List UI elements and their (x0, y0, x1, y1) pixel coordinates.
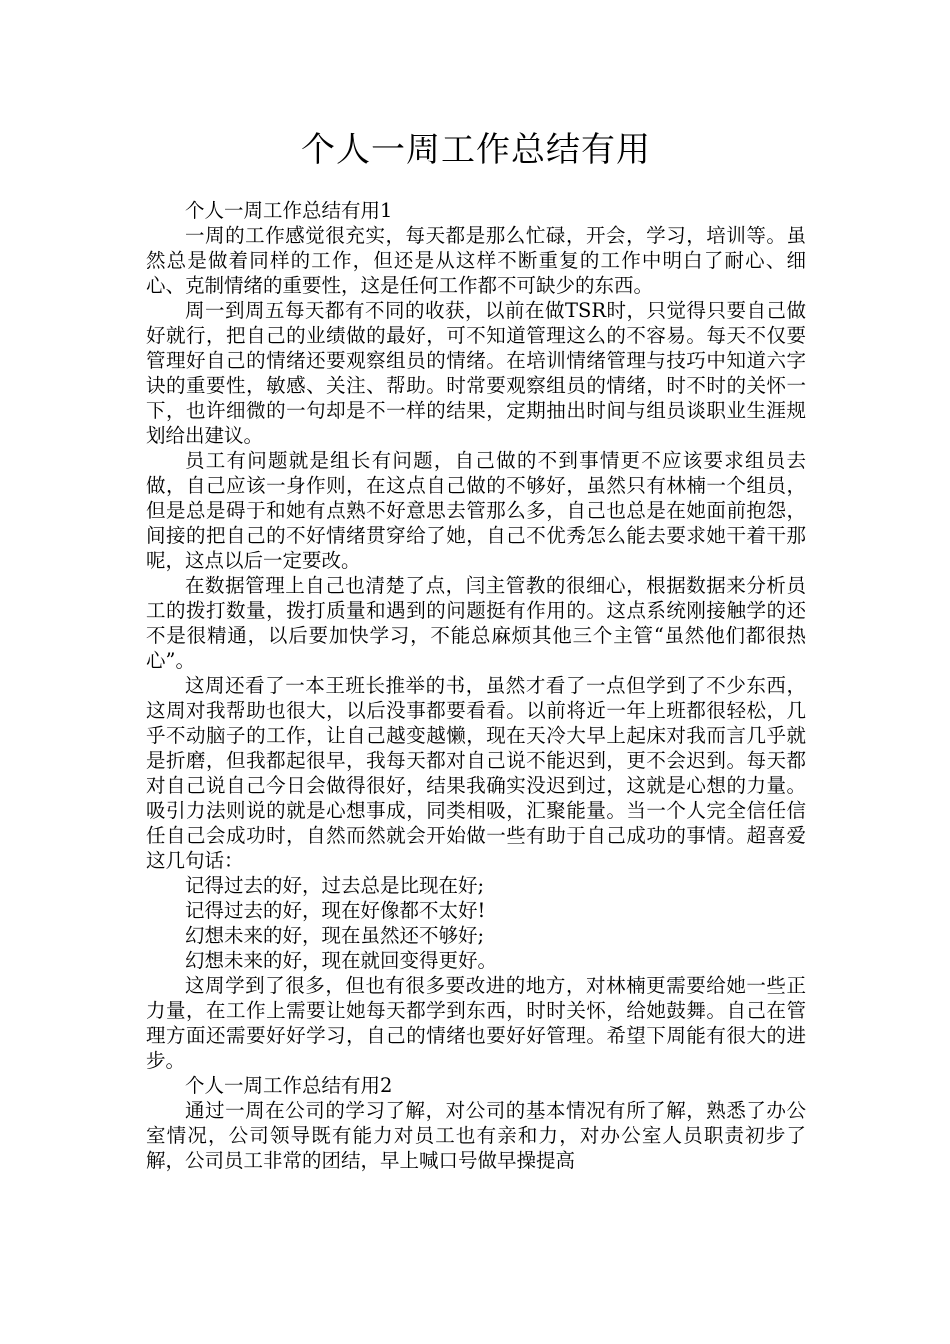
paragraph-7: 通过一周在公司的学习了解，对公司的基本情况有所了解，熟悉了办公室情况，公司领导既有能力对员工也有亲和力，对办公室人员职责初步了解，公司员工非常的团结，早上喊口号做早操提高 (146, 1099, 806, 1172)
paragraph-2: 周一到周五每天都有不同的收获，以前在做TSR时，只觉得只要自己做好就行，把自己的业绩做的最好，可不知道管理这么的不容易。每天不仅要管理好自己的情绪还要观察组员的情绪。在培训情绪管理与技巧中知道六字诀的重要性，敏感、关注、帮助。时常要观察组员的情绪，时不时的关怀一下，也许细微的一句却是不一样的结果，定期抽出时间与组员谈职业生涯规划给出建议。 (146, 299, 806, 447)
section-heading-1: 个人一周工作总结有用1 (185, 199, 393, 222)
section-heading-2: 个人一周工作总结有用2 (185, 1074, 393, 1097)
document-body (146, 198, 806, 1173)
paragraph-6: 这周学到了很多，但也有很多要改进的地方，对林楠更需要给她一些正力量，在工作上需要让她每天都学到东西，时时关怀，给她鼓舞。自己在管理方面还需要好好学习，自己的情绪也要好好管理。希望下周能有很大的进步。 (146, 974, 806, 1072)
verse-line-2: 记得过去的好，现在好像都不太好! (185, 899, 486, 922)
document-title: 个人一周工作总结有用 (301, 130, 651, 170)
verse-line-4: 幻想未来的好，现在就回变得更好。 (185, 949, 498, 972)
document-page (146, 128, 806, 1173)
paragraph-4: 在数据管理上自己也清楚了点，闫主管教的很细心，根据数据来分析员工的拨打数量，拨打质量和遇到的问题挺有作用的。这点系统刚接触学的还不是很精通，以后要加快学习，不能总麻烦其他三个主管“虽然他们都很热心”。 (146, 574, 806, 672)
paragraph-5: 这周还看了一本王班长推举的书，虽然才看了一点但学到了不少东西，这周对我帮助也很大，以后没事都要看看。以前将近一年上班都很轻松，几乎不动脑子的工作，让自己越变越懒，现在天冷大早上起床对我而言几乎就是折磨，但我都起很早，我每天都对自己说不能迟到，更不会迟到。每天都对自己说自己今日会做得很好，结果我确实没迟到过，这就是心想的力量。吸引力法则说的就是心想事成，同类相吸，汇聚能量。当一个人完全信任信任自己会成功时，自然而然就会开始做一些有助于自己成功的事情。超喜爱这几句话： (146, 674, 806, 872)
verse-line-1: 记得过去的好，过去总是比现在好; (185, 874, 485, 897)
paragraph-1: 一周的工作感觉很充实，每天都是那么忙碌，开会，学习，培训等。虽然总是做着同样的工作，但还是从这样不断重复的工作中明白了耐心、细心、克制情绪的重要性，这是任何工作都不可缺少的东西。 (146, 224, 806, 297)
paragraph-3: 员工有问题就是组长有问题，自己做的不到事情更不应该要求组员去做，自己应该一身作则，在这点自己做的不够好，虽然只有林楠一个组员，但是总是碍于和她有点熟不好意思去管那么多，自己也总是在她面前抱怨，间接的把自己的不好情绪贯穿给了她，自己不优秀怎么能去要求她干着干那呢，这点以后一定要改。 (146, 449, 806, 572)
verse-line-3: 幻想未来的好，现在虽然还不够好; (185, 924, 485, 947)
